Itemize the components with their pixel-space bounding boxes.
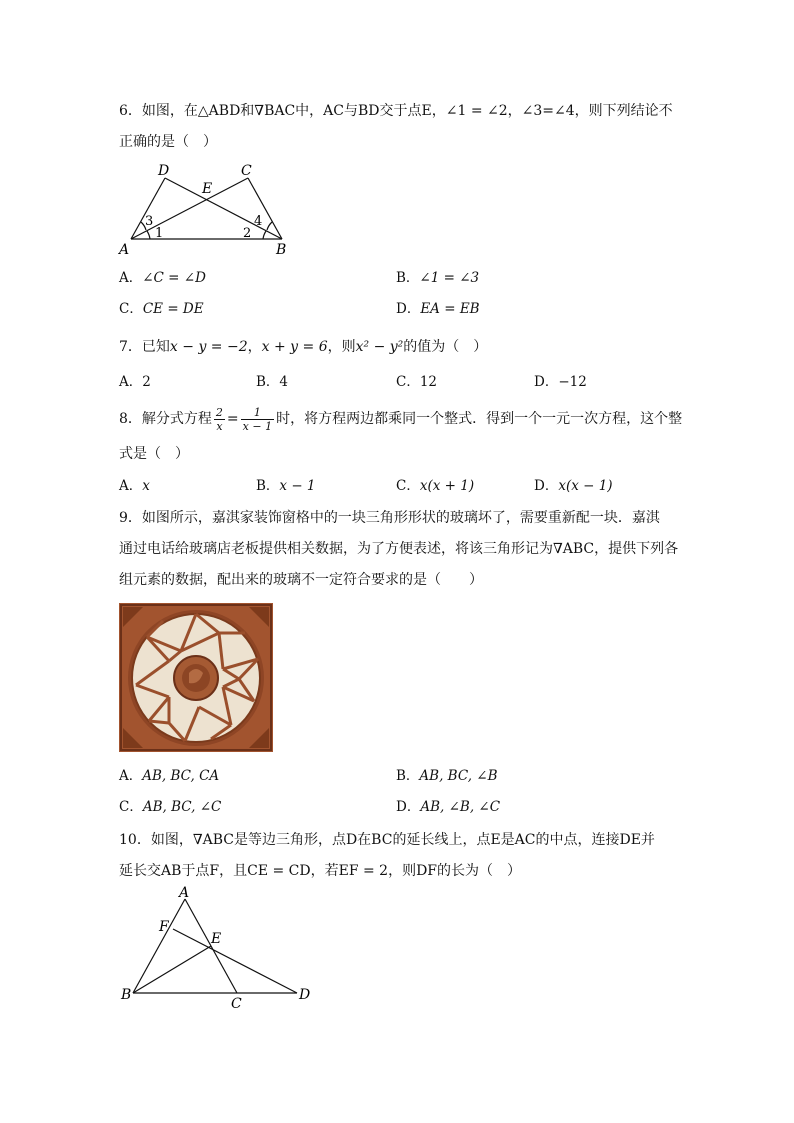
q6-label-C: C bbox=[241, 163, 252, 179]
q10-stem-line1: 10．如图，∇ABC是等边三角形，点D在BC的延长线上，点E是AC的中点，连接DE并 bbox=[119, 832, 655, 848]
q6-option-a[interactable]: A．∠C = ∠D bbox=[119, 270, 206, 286]
q6-option-b[interactable]: B．∠1 = ∠3 bbox=[396, 270, 480, 286]
q9-option-c[interactable]: C．AB, BC, ∠C bbox=[119, 799, 222, 815]
q8-fraction-1-over-x-minus-1: $\frac{1}{x - 1}$ bbox=[242, 405, 273, 433]
q6-label-A: A bbox=[119, 242, 130, 258]
q6-label-2: 2 bbox=[243, 226, 252, 241]
q8-stem-line1: 8．解分式方程 $\frac{2}{x}$ = $\frac{1}{x - 1}$ 时，将方程两边都乘同一个整式．得到一个一元一次方程，这个整 bbox=[119, 405, 683, 433]
q8-option-d[interactable]: D．x(x − 1) bbox=[534, 478, 613, 494]
q10-label-A: A bbox=[179, 885, 190, 901]
q8-option-a[interactable]: A．x bbox=[119, 478, 150, 494]
q6-stem-line2: 正确的是（ ） bbox=[119, 134, 217, 150]
q8-option-b[interactable]: B．x − 1 bbox=[256, 478, 316, 494]
q9-stem-line2: 通过电话给玻璃店老板提供相关数据，为了方便表述，将该三角形记为∇ABC，提供下列各 bbox=[119, 541, 679, 557]
q7-option-a[interactable]: A．2 bbox=[119, 374, 151, 390]
q8-option-c[interactable]: C．x(x + 1) bbox=[396, 478, 475, 494]
q10-label-B: B bbox=[121, 987, 132, 1003]
q9-option-b[interactable]: B．AB, BC, ∠B bbox=[396, 768, 498, 784]
q6-label-B: B bbox=[276, 242, 287, 258]
q8-fraction-2-over-x: $\frac{2}{x}$ bbox=[215, 405, 223, 433]
q10-stem-line2: 延长交AB于点F，且CE = CD，若EF = 2，则DF的长为（ ） bbox=[119, 863, 522, 879]
q10-label-E: E bbox=[211, 931, 222, 947]
q6-stem-line1: 6．如图，在△ABD和∇BAC中，AC与BD交于点E，∠1 = ∠2，∠3=∠4，则下列结论不 bbox=[119, 103, 673, 119]
q10-label-C: C bbox=[231, 996, 242, 1012]
q10-label-F: F bbox=[159, 919, 169, 935]
q9-option-a[interactable]: A．AB, BC, CA bbox=[119, 768, 220, 784]
q6-label-1: 1 bbox=[155, 226, 164, 241]
q6-option-d[interactable]: D．EA = EB bbox=[396, 301, 480, 317]
q6-label-3: 3 bbox=[145, 214, 154, 229]
q7-stem: 7．已知x − y = −2，x + y = 6，则x² − y²的值为（ ） bbox=[119, 339, 488, 355]
q9-option-d[interactable]: D．AB, ∠B, ∠C bbox=[396, 799, 501, 815]
q6-label-4: 4 bbox=[254, 214, 263, 229]
q6-figure bbox=[115, 160, 295, 260]
q9-stem-line3: 组元素的数据，配出来的玻璃不一定符合要求的是（ ） bbox=[119, 572, 483, 588]
q9-stem-line1: 9．如图所示，嘉淇家装饰窗格中的一块三角形形状的玻璃坏了，需要重新配一块．嘉淇 bbox=[119, 510, 660, 526]
q9-window-lattice-image bbox=[119, 603, 273, 752]
q6-option-c[interactable]: C．CE = DE bbox=[119, 301, 204, 317]
q10-label-D: D bbox=[299, 987, 311, 1003]
q10-figure bbox=[115, 885, 325, 1015]
q6-label-E: E bbox=[202, 181, 213, 197]
q8-stem-line2: 式是（ ） bbox=[119, 446, 189, 462]
q7-option-b[interactable]: B．4 bbox=[256, 374, 289, 390]
q6-label-D: D bbox=[158, 163, 170, 179]
q7-option-c[interactable]: C．12 bbox=[396, 374, 438, 390]
q7-option-d[interactable]: D．−12 bbox=[534, 374, 587, 390]
